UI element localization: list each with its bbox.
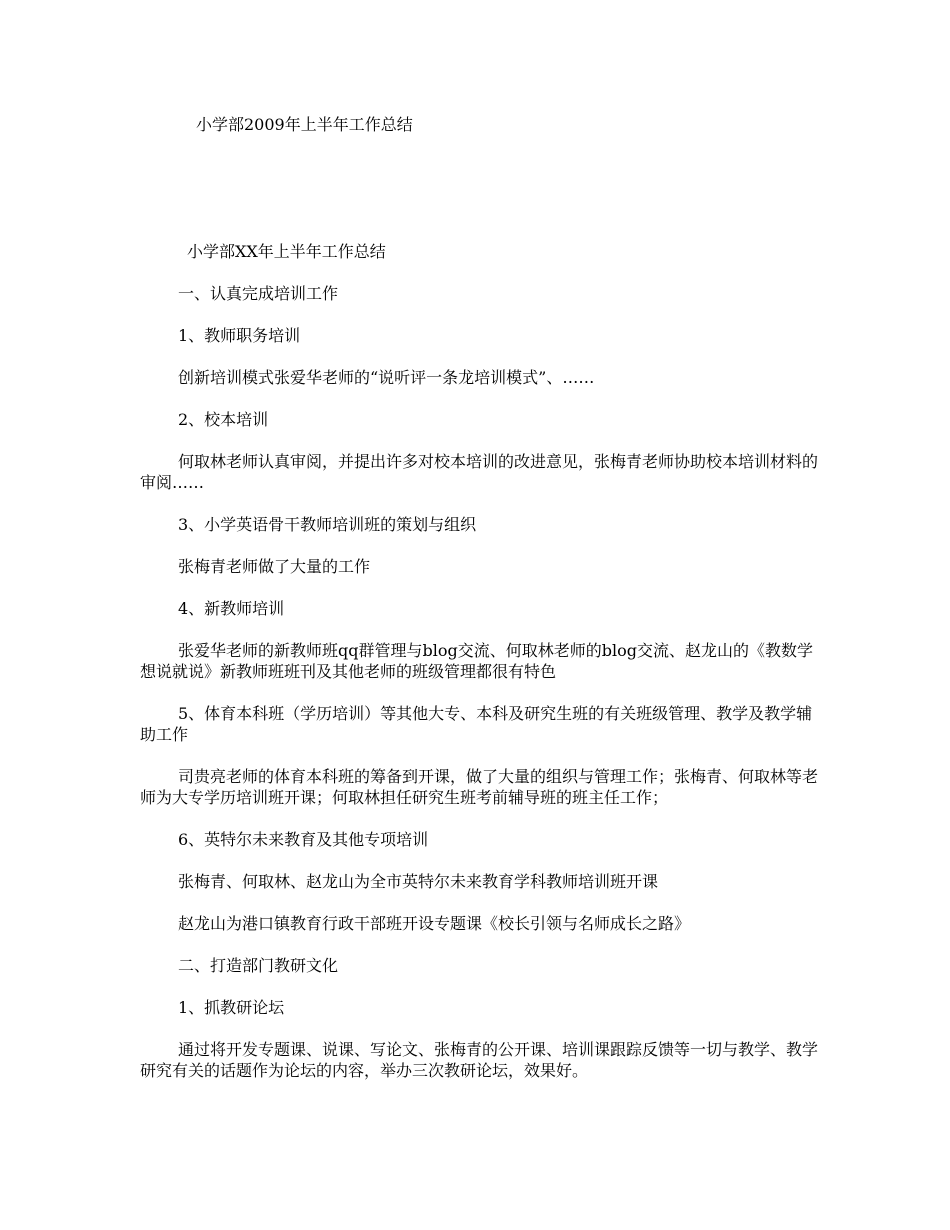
subsection-heading: 1、抓教研论坛 xyxy=(178,998,285,1017)
paragraph: 张梅青老师做了大量的工作 xyxy=(178,557,371,576)
subsection-heading: 2、校本培训 xyxy=(178,410,269,429)
section-heading: 一、认真完成培训工作 xyxy=(178,284,339,303)
paragraph: 赵龙山为港口镇教育行政干部班开设专题课《校长引领与名师成长之路》 xyxy=(178,914,691,933)
subtitle: 小学部XX年上半年工作总结 xyxy=(187,242,386,261)
paragraph: 张爱华老师的新教师班qq群管理与blog交流、何取林老师的blog交流、赵龙山的《教数学想说就说》新教师班班刊及其他老师的班级管理都很有特色 xyxy=(140,641,813,681)
paragraph: 创新培训模式张爱华老师的“说听评一条龙培训模式”、…… xyxy=(178,368,595,387)
subsection-heading: 5、体育本科班（学历培训）等其他大专、本科及研究生班的有关班级管理、教学及教学辅助工作 xyxy=(140,704,813,744)
paragraph: 张梅青、何取林、赵龙山为全市英特尔未来教育学科教师培训班开课 xyxy=(178,872,659,891)
document-title: 小学部2009年上半年工作总结 xyxy=(196,115,413,134)
paragraph: 司贵亮老师的体育本科班的筹备到开课，做了大量的组织与管理工作；张梅青、何取林等老师为大专学历培训班开课；何取林担任研究生班考前辅导班的班主任工作； xyxy=(140,767,819,807)
subsection-heading: 4、新教师培训 xyxy=(178,599,285,618)
subsection-heading: 3、小学英语骨干教师培训班的策划与组织 xyxy=(178,515,477,534)
section-heading: 二、打造部门教研文化 xyxy=(178,956,339,975)
document-body xyxy=(140,241,820,1102)
paragraph: 何取林老师认真审阅，并提出许多对校本培训的改进意见，张梅青老师协助校本培训材料的审阅…… xyxy=(140,452,819,492)
subsection-heading: 6、英特尔未来教育及其他专项培训 xyxy=(178,830,429,849)
paragraph: 通过将开发专题课、说课、写论文、张梅青的公开课、培训课跟踪反馈等一切与教学、教学研究有关的话题作为论坛的内容，举办三次教研论坛，效果好。 xyxy=(140,1040,819,1080)
subsection-heading: 1、教师职务培训 xyxy=(178,326,301,345)
